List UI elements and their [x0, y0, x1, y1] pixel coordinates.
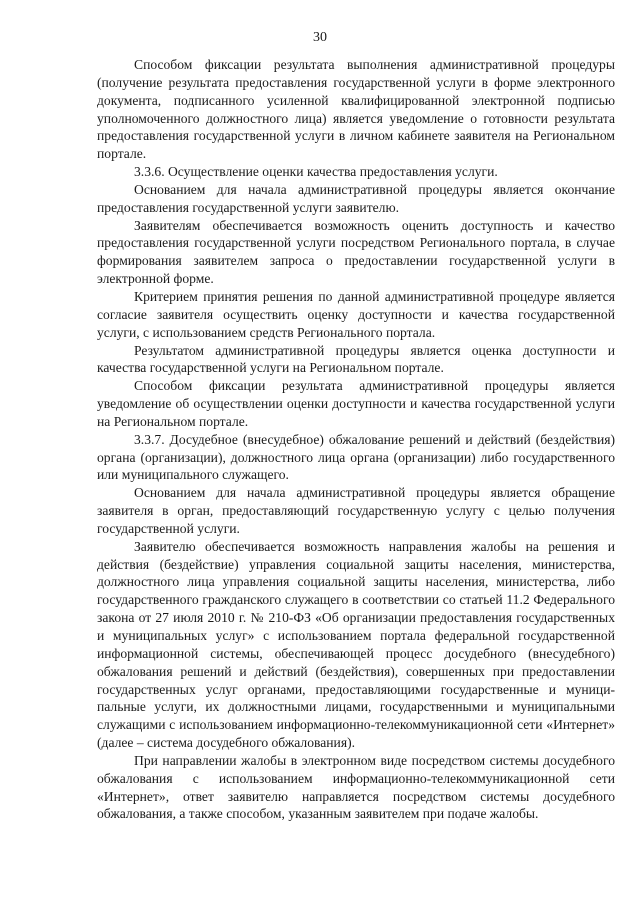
paragraph-procedure-result: Результатом административной процедуры является оценка доступности и качества государственной услуги на Региональном портале. [97, 342, 615, 376]
paragraph-decision-criterion: Критерием принятия решения по данной административной процедуре является согласие заявителя осуществить оценку доступности и качества государственной услуги, с использованием средств Регионального портала. [97, 288, 615, 340]
paragraph-evaluation-possibility: Заявителям обеспечивается возможность оценить доступность и качество предоставления государственной услуги посредством Регионального портала, в случае формирования заявителем запроса о предоставлении государственной услуги в электронной форме. [97, 217, 615, 287]
paragraph-complaint-possibility: Заявителю обеспечивается возможность направления жалобы на решения и действия (бездействие) управления социальной защиты населения, министерства, должностного лица управления социальной защиты населения, министерства, либо государственного гражданского служащего в соответствии со статьей 11.2 Федерального закона от 27 июля 2010 г. № 210-ФЗ «Об организации предоставления государственных и муниципальных услуг» с использованием портала федеральной государственной информационной системы, обеспечивающей процесс досудебного (внесудебного) обжалования решений и действий (бездействия), совершенных при предоставлении государственных услуг органами, предоставляющими государственные и муниципальные услуги, их должностными лицами, государственными и муниципальными служащими с использованием информационно-телекоммуникационной сети «Интернет» (далее – система досудебного обжалования). [97, 538, 615, 751]
document-body [97, 56, 615, 823]
paragraph-result-fixation: Способом фиксации результата выполнения административной процедуры (получение результата предоставления государственной услуги в форме электронного документа, подписанного усиленной квалифицированной электронной подписью уполномоченного должностного лица) является уведомление о готовности результата предоставления государственной услуги в личном кабинете заявителя на Региональном портале. [97, 57, 615, 162]
page-number: 30 [313, 30, 327, 45]
paragraph-electronic-complaint: При направлении жалобы в электронном виде посредством системы досудебного обжалования с использованием информационно-телекоммуникационной сети «Интернет», ответ заявителю направляется посредством системы досудебного обжалования, а также способом, указанным заявителем при подаче жалобы. [97, 752, 615, 822]
section-heading-3-3-7: 3.3.7. Досудебное (внесудебное) обжалование решений и действий (бездействия) органа (организации), должностного лица органа (организации) либо государственного или муниципального служащего. [97, 431, 615, 483]
paragraph-fixation-method: Способом фиксации результата административной процедуры является уведомление об осуществлении оценки доступности и качества государственной услуги на Региональном портале. [97, 378, 615, 429]
paragraph-appeal-basis: Основанием для начала административной процедуры является обращение заявителя в орган, предоставляющий государственную услугу с целью получения государственной услуги. [97, 485, 615, 536]
section-heading-3-3-6: 3.3.6. Осуществление оценки качества предоставления услуги. [134, 164, 498, 180]
paragraph-basis: Основанием для начала административной процедуры является окончание предоставления государственной услуги заявителю. [97, 181, 615, 215]
